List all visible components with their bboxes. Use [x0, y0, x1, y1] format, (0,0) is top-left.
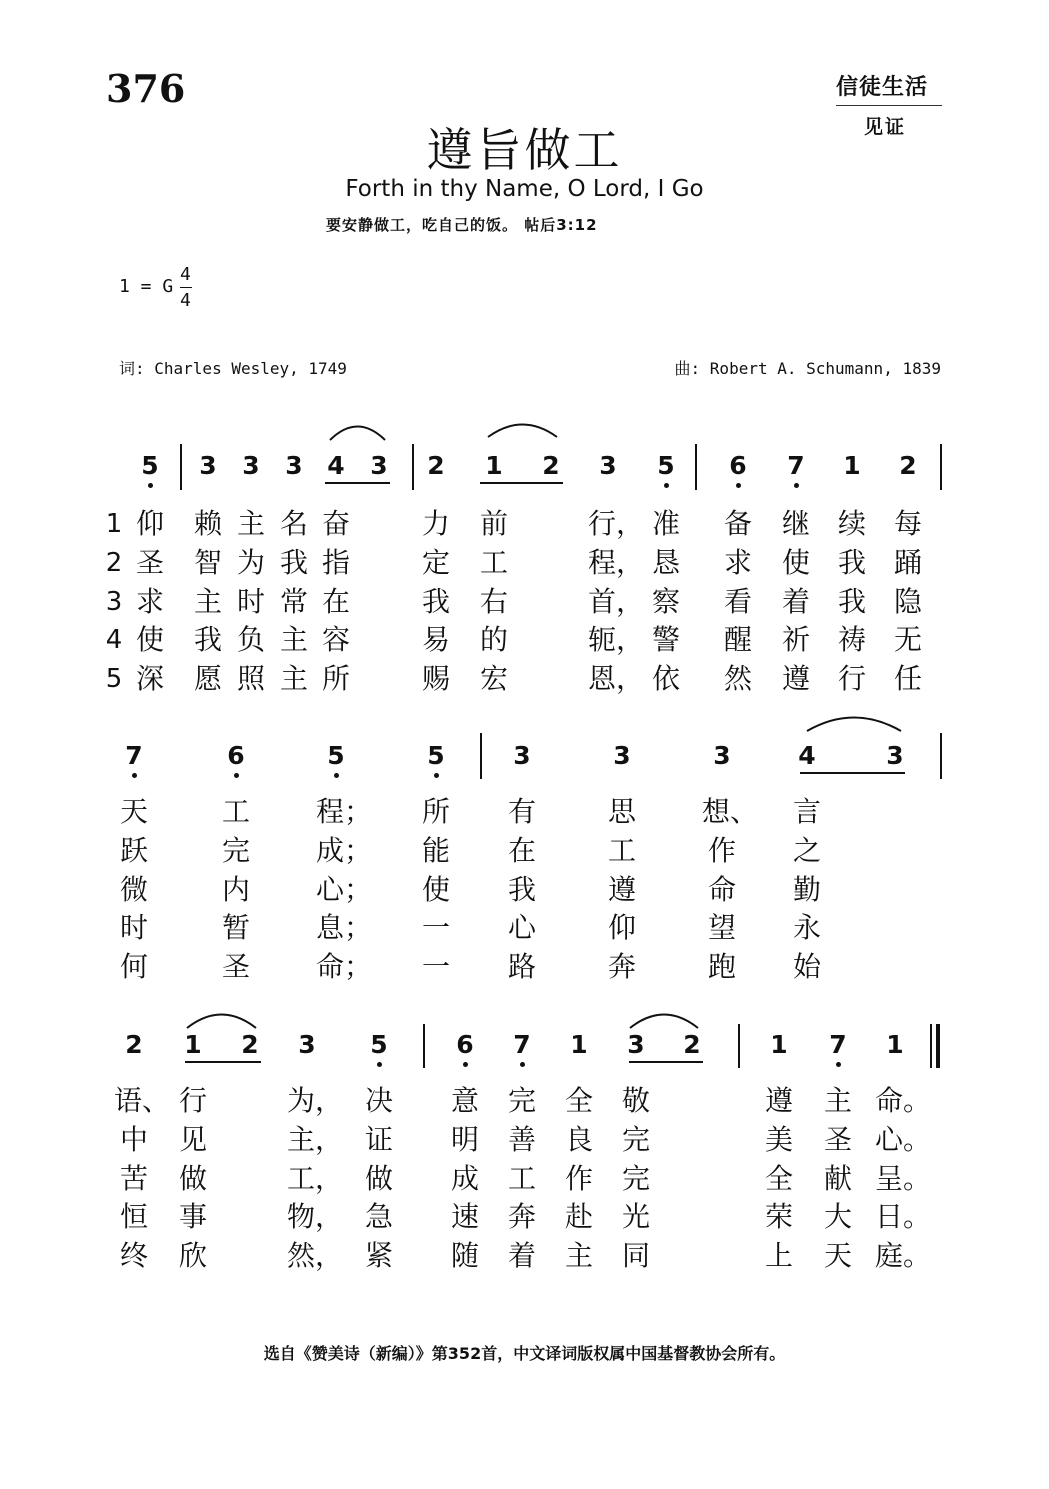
score-note: 1 — [843, 451, 861, 480]
lyric-syllable: 主 — [279, 662, 308, 696]
lyric-syllable: 命。 — [875, 1084, 932, 1117]
lyric-syllable: 负 — [236, 623, 265, 657]
lyric-syllable: 继 — [781, 507, 810, 540]
score-note: 1 — [485, 451, 503, 480]
lyric-syllable: 圣 — [135, 545, 164, 579]
score-note: 7 — [787, 451, 805, 480]
lyric-syllable: 求 — [135, 584, 164, 618]
time-signature-top: 4 — [180, 264, 191, 285]
lyric-syllable: 祈 — [781, 623, 810, 657]
lyric-syllable: 赐 — [421, 662, 450, 696]
lyric-syllable: 任 — [893, 662, 922, 696]
lyric-syllable: 所 — [421, 795, 450, 828]
lyric-syllable: 恳 — [651, 545, 680, 579]
score-note: 5 — [327, 741, 345, 770]
lyric-syllable: 遵 — [764, 1084, 793, 1117]
key-signature: 1 = G — [119, 276, 174, 297]
lyric-syllable: 仰 — [607, 911, 636, 945]
lyric-syllable: 所 — [321, 662, 350, 696]
lyric-syllable: 完 — [507, 1084, 536, 1117]
score-note: 1 — [770, 1030, 788, 1059]
lyric-syllable: 我 — [837, 584, 866, 618]
lyric-syllable: 敬 — [621, 1084, 650, 1117]
verse-number: 1 — [105, 509, 123, 539]
lyric-syllable: 证 — [364, 1122, 393, 1156]
lyric-syllable: 决 — [364, 1084, 393, 1117]
score-note: 2 — [427, 451, 445, 480]
score-note: 5 — [141, 451, 159, 480]
lyric-syllable: 紧 — [364, 1239, 393, 1273]
lyric-syllable: 为 — [236, 545, 265, 579]
lyric-syllable: 使 — [135, 623, 164, 657]
score-note: 6 — [456, 1030, 474, 1059]
lyric-syllable: 警 — [651, 623, 680, 657]
lyric-syllable: 前 — [479, 507, 508, 540]
lyric-syllable: 主， — [287, 1122, 344, 1156]
lyric-syllable: 之 — [792, 833, 821, 867]
lyric-syllable: 勤 — [792, 872, 821, 906]
lyric-syllable: 天 — [119, 795, 148, 828]
lyric-syllable: 能 — [421, 833, 450, 867]
lyric-syllable: 首， — [588, 584, 645, 618]
lyric-syllable: 圣 — [221, 950, 250, 984]
lyric-syllable: 恒 — [119, 1200, 148, 1234]
score-note: 3 — [613, 741, 631, 770]
lyric-syllable: 随 — [450, 1239, 479, 1273]
lyric-syllable: 奋 — [321, 507, 350, 540]
hymn-title-english: Forth in thy Name, O Lord, I Go — [345, 176, 704, 202]
lyric-syllable: 良 — [564, 1122, 593, 1156]
lyric-syllable: 欣 — [178, 1239, 207, 1273]
lyric-syllable: 遵 — [607, 872, 636, 906]
lyric-syllable: 时 — [236, 584, 265, 618]
score-note: 6 — [729, 451, 747, 480]
lyric-syllable: 作 — [707, 833, 736, 867]
lyric-syllable: 成 — [450, 1161, 479, 1195]
lyric-syllable: 见 — [178, 1122, 207, 1156]
lyric-syllable: 常 — [279, 584, 308, 618]
lyric-syllable: 做 — [178, 1161, 207, 1195]
lyric-syllable: 指 — [321, 545, 350, 579]
lyric-syllable: 看 — [723, 584, 752, 618]
lyric-syllable: 急 — [364, 1200, 393, 1234]
score-note: 3 — [599, 451, 617, 480]
lyric-syllable: 赖 — [193, 507, 222, 540]
lyric-syllable: 恩， — [588, 662, 645, 696]
lyric-syllable: 微 — [119, 872, 148, 906]
score-note: 3 — [627, 1030, 645, 1059]
hymn-title: 遵旨做工 — [426, 123, 623, 177]
lyric-syllable: 日。 — [875, 1200, 932, 1234]
lyric-syllable: 工 — [479, 545, 508, 579]
lyric-syllable: 行 — [178, 1084, 207, 1117]
lyric-syllable: 心 — [507, 911, 536, 945]
lyric-syllable: 路 — [507, 950, 536, 984]
lyric-syllable: 苦 — [119, 1161, 148, 1195]
lyric-syllable: 终 — [119, 1239, 148, 1273]
score-note: 4 — [327, 451, 345, 480]
lyric-syllable: 工 — [607, 833, 636, 867]
lyric-syllable: 暂 — [221, 911, 250, 945]
lyric-syllable: 始 — [792, 950, 821, 984]
lyric-syllable: 我 — [421, 584, 450, 618]
lyric-syllable: 大 — [823, 1200, 852, 1234]
lyric-syllable: 命； — [316, 950, 373, 984]
lyric-syllable: 全 — [764, 1161, 793, 1195]
lyric-syllable: 轭， — [588, 623, 645, 657]
lyric-syllable: 程， — [588, 545, 645, 579]
score-note: 5 — [370, 1030, 388, 1059]
lyric-syllable: 望 — [707, 911, 736, 945]
lyric-syllable: 永 — [792, 911, 821, 945]
lyric-syllable: 愿 — [193, 662, 222, 696]
score-note: 2 — [899, 451, 917, 480]
lyric-syllable: 献 — [823, 1161, 852, 1195]
lyric-syllable: 赴 — [564, 1200, 593, 1234]
lyric-syllable: 每 — [893, 507, 922, 540]
lyric-syllable: 命 — [707, 872, 736, 906]
lyric-syllable: 醒 — [723, 623, 752, 657]
lyric-syllable: 做 — [364, 1161, 393, 1195]
lyric-syllable: 程； — [316, 795, 373, 828]
lyric-syllable: 光 — [621, 1200, 650, 1234]
score-note: 1 — [886, 1030, 904, 1059]
lyric-syllable: 然 — [723, 662, 752, 696]
lyric-syllable: 一 — [421, 911, 450, 945]
lyric-syllable: 主 — [564, 1239, 593, 1273]
lyric-syllable: 语、 — [114, 1084, 171, 1117]
score-note: 3 — [513, 741, 531, 770]
verse-number: 4 — [105, 625, 123, 656]
lyric-syllable: 息； — [316, 911, 373, 945]
lyric-syllable: 着 — [507, 1239, 536, 1273]
score-note: 1 — [570, 1030, 588, 1059]
lyric-syllable: 中 — [119, 1122, 148, 1156]
lyric-syllable: 完 — [221, 833, 250, 867]
lyric-syllable: 仰 — [135, 507, 164, 540]
lyric-syllable: 我 — [193, 623, 222, 657]
lyric-syllable: 工 — [221, 795, 250, 828]
verse-number: 3 — [105, 586, 123, 617]
lyric-syllable: 然， — [287, 1239, 344, 1273]
score-note: 4 — [798, 741, 816, 770]
lyric-syllable: 我 — [837, 545, 866, 579]
lyric-syllable: 时 — [119, 911, 148, 945]
lyric-syllable: 庭。 — [875, 1239, 932, 1273]
lyric-syllable: 一 — [421, 950, 450, 984]
lyric-syllable: 智 — [193, 545, 222, 579]
verse-number: 5 — [105, 664, 123, 695]
lyric-syllable: 完 — [621, 1161, 650, 1195]
lyric-syllable: 主 — [236, 507, 265, 540]
lyric-syllable: 内 — [221, 872, 250, 906]
lyric-syllable: 跃 — [119, 833, 148, 867]
lyric-syllable: 意 — [450, 1084, 479, 1117]
score-note: 3 — [298, 1030, 316, 1059]
score-note: 3 — [199, 451, 217, 480]
category-label: 信徒生活 — [836, 74, 929, 100]
lyric-syllable: 善 — [507, 1122, 536, 1156]
lyric-syllable: 我 — [279, 545, 308, 579]
lyric-syllable: 主 — [823, 1084, 852, 1117]
lyric-syllable: 在 — [507, 833, 536, 867]
verse-number: 2 — [105, 547, 123, 578]
score-note: 7 — [829, 1030, 847, 1059]
score-note: 3 — [242, 451, 260, 480]
lyric-syllable: 主 — [193, 584, 222, 618]
lyric-syllable: 物， — [287, 1200, 344, 1234]
lyric-syllable: 遵 — [781, 662, 810, 696]
lyric-syllable: 速 — [450, 1200, 479, 1234]
score-note: 6 — [227, 741, 245, 770]
slur — [630, 1015, 698, 1029]
lyric-syllable: 我 — [507, 872, 536, 906]
score-note: 5 — [657, 451, 675, 480]
lyric-syllable: 力 — [421, 507, 450, 540]
lyric-syllable: 行 — [837, 662, 866, 696]
lyric-syllable: 在 — [321, 584, 350, 618]
score-note: 7 — [125, 741, 143, 770]
lyric-syllable: 为， — [287, 1084, 344, 1117]
lyric-syllable: 作 — [564, 1161, 593, 1195]
lyric-syllable: 同 — [621, 1239, 650, 1273]
lyric-syllable: 着 — [781, 584, 810, 618]
lyric-syllable: 主 — [279, 623, 308, 657]
lyric-syllable: 天 — [823, 1239, 852, 1273]
lyric-syllable: 想、 — [702, 795, 759, 828]
score-note: 3 — [370, 451, 388, 480]
score-note: 3 — [886, 741, 904, 770]
lyric-syllable: 定 — [421, 545, 450, 579]
lyric-syllable: 有 — [507, 795, 536, 828]
score-note: 2 — [683, 1030, 701, 1059]
lyric-syllable: 言 — [792, 795, 821, 828]
lyric-syllable: 心。 — [875, 1122, 932, 1156]
lyric-syllable: 无 — [893, 623, 922, 657]
score-note: 3 — [713, 741, 731, 770]
lyric-syllable: 准 — [651, 507, 680, 540]
time-signature-bottom: 4 — [180, 290, 191, 311]
score-note: 7 — [513, 1030, 531, 1059]
lyric-syllable: 依 — [651, 662, 680, 696]
lyricist-credit: 词: Charles Wesley, 1749 — [119, 359, 347, 378]
lyric-syllable: 续 — [837, 507, 866, 540]
lyric-syllable: 奔 — [507, 1200, 536, 1234]
lyric-syllable: 荣 — [764, 1200, 793, 1234]
lyric-syllable: 呈。 — [875, 1161, 932, 1195]
slur — [187, 1015, 256, 1029]
lyric-syllable: 完 — [621, 1122, 650, 1156]
lyric-syllable: 工 — [507, 1161, 536, 1195]
lyric-syllable: 察 — [651, 584, 680, 618]
lyric-syllable: 容 — [321, 623, 350, 657]
score-note: 5 — [427, 741, 445, 770]
lyric-syllable: 何 — [119, 950, 148, 984]
score-note: 2 — [241, 1030, 259, 1059]
lyric-syllable: 备 — [723, 507, 752, 540]
subcategory-label: 见证 — [864, 116, 907, 138]
lyric-syllable: 照 — [236, 662, 265, 696]
lyric-syllable: 明 — [450, 1122, 479, 1156]
lyric-syllable: 深 — [135, 662, 164, 696]
scripture-verse: 要安静做工，吃自己的饭。 帖后3:12 — [326, 216, 598, 234]
lyric-syllable: 圣 — [823, 1122, 852, 1156]
score-note: 2 — [542, 451, 560, 480]
composer-credit: 曲: Robert A. Schumann, 1839 — [674, 359, 941, 378]
lyric-syllable: 易 — [421, 623, 450, 657]
score-note: 2 — [125, 1030, 143, 1059]
lyric-syllable: 跑 — [707, 950, 736, 984]
lyric-syllable: 宏 — [479, 662, 508, 696]
lyric-syllable: 祷 — [837, 623, 866, 657]
hymn-number: 376 — [106, 66, 186, 111]
lyric-syllable: 隐 — [893, 584, 922, 618]
lyric-syllable: 使 — [421, 872, 450, 906]
lyric-syllable: 成； — [316, 833, 373, 867]
lyric-syllable: 行， — [588, 507, 645, 540]
lyric-syllable: 右 — [479, 584, 508, 618]
lyric-syllable: 奔 — [607, 950, 636, 984]
lyric-syllable: 的 — [479, 623, 508, 657]
score-note: 3 — [285, 451, 303, 480]
lyric-syllable: 美 — [764, 1122, 793, 1156]
lyric-syllable: 工， — [287, 1161, 344, 1195]
lyric-syllable: 事 — [178, 1200, 207, 1234]
lyric-syllable: 使 — [781, 545, 810, 579]
lyric-syllable: 求 — [723, 545, 752, 579]
lyric-syllable: 踊 — [893, 545, 922, 579]
lyric-syllable: 心； — [316, 872, 373, 906]
lyric-syllable: 思 — [607, 795, 636, 828]
lyric-syllable: 名 — [279, 507, 308, 540]
lyric-syllable: 全 — [564, 1084, 593, 1117]
lyric-syllable: 上 — [764, 1239, 793, 1273]
copyright-footer: 选自《赞美诗（新编）》第352首，中文译词版权属中国基督教协会所有。 — [263, 1344, 786, 1363]
score-note: 1 — [184, 1030, 202, 1059]
